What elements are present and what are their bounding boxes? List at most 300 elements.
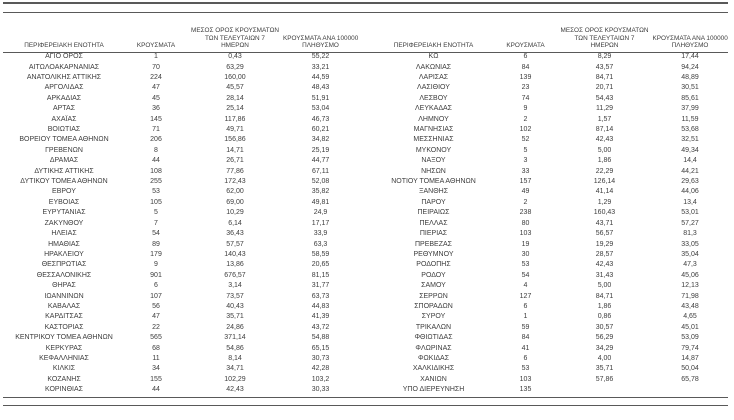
per100k-value: 48,89 bbox=[681, 74, 699, 82]
region-name: ΣΑΜΟΥ bbox=[421, 282, 446, 290]
avg7-value: 5,00 bbox=[597, 146, 612, 154]
region-name: ΜΥΚΟΝΟΥ bbox=[415, 146, 452, 154]
per100k-value: 32,51 bbox=[681, 136, 699, 144]
avg7-value: 11,29 bbox=[596, 105, 613, 113]
cases-value: 2 bbox=[523, 115, 528, 123]
table-row bbox=[373, 83, 729, 93]
avg7-value: 31,43 bbox=[595, 271, 614, 279]
table-row bbox=[373, 343, 729, 353]
cases-value: 4 bbox=[523, 282, 528, 290]
per100k-value: 43,72 bbox=[311, 323, 330, 331]
avg7-value: 30,57 bbox=[595, 323, 614, 331]
cases-value: 45 bbox=[152, 94, 160, 102]
region-name: ΘΕΣΣΑΛΟΝΙΚΗΣ bbox=[36, 271, 92, 279]
per100k-value: 49,34 bbox=[681, 146, 699, 154]
per100k-value: 37,99 bbox=[681, 105, 699, 113]
per100k-value: 12,13 bbox=[681, 282, 699, 290]
cases-value: 206 bbox=[150, 136, 162, 144]
region-name: ΚΩ bbox=[428, 53, 439, 61]
region-name: ΣΕΡΡΩΝ bbox=[419, 292, 448, 300]
per100k-value: 33,05 bbox=[681, 240, 699, 248]
table-row bbox=[3, 83, 359, 93]
per100k-value: 103,2 bbox=[311, 375, 330, 383]
table-row bbox=[3, 208, 359, 218]
table-row bbox=[373, 187, 729, 197]
region-name: ΡΕΘΥΜΝΟΥ bbox=[413, 250, 454, 258]
region-name: ΚΑΡΔΙΤΣΑΣ bbox=[45, 313, 83, 321]
table-row bbox=[373, 219, 729, 229]
table-row bbox=[3, 166, 359, 176]
cases-value: 155 bbox=[150, 375, 162, 383]
header-line: ΜΕΣΟΣ ΟΡΟΣ ΚΡΟΥΣΜΑΤΩΝ bbox=[560, 27, 649, 35]
region-name: ΡΟΔΟΠΗΣ bbox=[416, 261, 451, 269]
avg7-value: 126,14 bbox=[593, 178, 616, 186]
cases-value: 54 bbox=[521, 271, 530, 279]
avg7-value: 140,43 bbox=[224, 250, 246, 258]
per100k-value: 11,59 bbox=[681, 115, 699, 123]
per100k-value: 53,68 bbox=[681, 126, 699, 134]
cases-value: 80 bbox=[521, 219, 530, 227]
per100k-value: 57,27 bbox=[681, 219, 699, 227]
table-row bbox=[373, 156, 729, 166]
avg7-value: 28,57 bbox=[595, 250, 614, 258]
per100k-value: 29,63 bbox=[681, 178, 699, 186]
left-table bbox=[3, 13, 359, 395]
cases-value: 8 bbox=[154, 146, 158, 154]
avg7-value: 13,86 bbox=[226, 261, 244, 269]
per100k-value: 41,39 bbox=[311, 313, 330, 321]
avg7-value: 160,43 bbox=[593, 209, 616, 217]
cases-value: 84 bbox=[521, 63, 530, 71]
region-name: ΛΕΣΒΟΥ bbox=[419, 94, 448, 102]
col-per100k-header bbox=[283, 35, 358, 50]
region-name: ΔΥΤΙΚΗΣ ΑΤΤΙΚΗΣ bbox=[34, 167, 94, 175]
per100k-value: 58,59 bbox=[311, 250, 330, 258]
region-name: ΛΕΥΚΑΔΑΣ bbox=[414, 105, 453, 113]
avg7-value: 45,57 bbox=[226, 84, 244, 92]
per100k-value: 60,21 bbox=[311, 126, 330, 134]
avg7-value: 6,14 bbox=[228, 219, 242, 227]
region-name: ΜΑΓΝΗΣΙΑΣ bbox=[413, 126, 454, 134]
cases-value: 224 bbox=[150, 74, 162, 82]
cases-value: 84 bbox=[521, 334, 530, 342]
table-row bbox=[373, 364, 729, 374]
tables-container bbox=[3, 13, 728, 395]
avg7-value: 156,86 bbox=[224, 136, 246, 144]
avg7-value: 73,57 bbox=[226, 292, 244, 300]
region-name: ΧΑΝΙΩΝ bbox=[420, 375, 447, 383]
table-row bbox=[3, 156, 359, 166]
avg7-value: 42,43 bbox=[595, 136, 614, 144]
table-row bbox=[373, 302, 729, 312]
region-name: ΔΥΤΙΚΟΥ ΤΟΜΕΑ ΑΘΗΝΩΝ bbox=[20, 178, 108, 186]
avg7-value: 62,00 bbox=[226, 188, 244, 196]
per100k-value: 79,74 bbox=[681, 344, 699, 352]
per100k-value: 49,81 bbox=[311, 198, 330, 206]
per100k-value: 51,91 bbox=[311, 94, 330, 102]
region-name: ΦΛΩΡΙΝΑΣ bbox=[415, 344, 452, 352]
region-name: ΚΟΖΑΝΗΣ bbox=[47, 375, 81, 383]
avg7-value: 57,86 bbox=[595, 375, 614, 383]
table-row bbox=[373, 114, 729, 124]
region-name: ΚΕΡΚΥΡΑΣ bbox=[45, 344, 83, 352]
region-name: ΗΛΕΙΑΣ bbox=[51, 230, 77, 238]
region-name: ΦΩΚΙΔΑΣ bbox=[417, 354, 450, 362]
avg7-value: 676,57 bbox=[224, 271, 246, 279]
per100k-value: 25,19 bbox=[311, 146, 330, 154]
bottom-inner-rule bbox=[3, 397, 728, 398]
table-row bbox=[373, 312, 729, 322]
cases-value: 22 bbox=[152, 323, 160, 331]
avg7-value: 43,57 bbox=[595, 63, 614, 71]
table-row bbox=[3, 271, 359, 281]
region-name: ΚΙΛΚΙΣ bbox=[52, 365, 76, 373]
cases-value: 103 bbox=[519, 230, 532, 238]
right-table-body bbox=[373, 52, 729, 395]
avg7-value: 36,43 bbox=[226, 230, 244, 238]
avg7-value: 20,71 bbox=[595, 84, 614, 92]
avg7-value: 371,14 bbox=[224, 334, 246, 342]
avg7-value: 34,71 bbox=[226, 365, 244, 373]
region-name: ΓΡΕΒΕΝΩΝ bbox=[45, 146, 83, 154]
avg7-value: 8,14 bbox=[228, 354, 242, 362]
table-row bbox=[3, 104, 359, 114]
per100k-value: 14,4 bbox=[683, 157, 697, 165]
cases-value: 135 bbox=[519, 386, 532, 394]
cases-value: 56 bbox=[152, 302, 160, 310]
table-row bbox=[3, 239, 359, 249]
table-row bbox=[3, 114, 359, 124]
per100k-value: 17,44 bbox=[681, 53, 699, 61]
table-row bbox=[373, 208, 729, 218]
avg7-value: 1,86 bbox=[597, 157, 612, 165]
region-name: ΣΠΟΡΑΔΩΝ bbox=[414, 302, 453, 310]
cases-value: 901 bbox=[150, 271, 162, 279]
col-avg7-header bbox=[187, 27, 283, 50]
cases-value: 105 bbox=[150, 198, 162, 206]
region-name: ΛΑΣΙΘΙΟΥ bbox=[417, 84, 450, 92]
avg7-value: 160,00 bbox=[224, 74, 246, 82]
avg7-value: 102,29 bbox=[224, 375, 246, 383]
cases-value: 255 bbox=[150, 178, 162, 186]
region-name: ΙΩΑΝΝΙΝΩΝ bbox=[44, 292, 84, 300]
avg7-value: 41,14 bbox=[595, 188, 614, 196]
cases-value: 30 bbox=[521, 250, 530, 258]
per100k-value: 63,73 bbox=[311, 292, 330, 300]
cases-value: 179 bbox=[150, 250, 162, 258]
avg7-value: 54,86 bbox=[226, 344, 244, 352]
region-name: ΑΡΤΑΣ bbox=[52, 105, 76, 113]
cases-value: 7 bbox=[154, 219, 158, 227]
region-name: ΑΙΤΩΛΟΑΚΑΡΝΑΝΙΑΣ bbox=[28, 63, 100, 71]
region-name: ΛΗΜΝΟΥ bbox=[418, 115, 449, 123]
region-name: ΜΕΣΣΗΝΙΑΣ bbox=[413, 136, 454, 144]
avg7-value: 57,57 bbox=[226, 240, 244, 248]
region-name: ΡΟΔΟΥ bbox=[421, 271, 446, 279]
cases-value: 6 bbox=[523, 302, 528, 310]
per100k-value: 94,24 bbox=[681, 63, 699, 71]
table-row bbox=[373, 375, 729, 385]
region-name: ΚΟΡΙΝΘΙΑΣ bbox=[45, 386, 83, 394]
per100k-value: 30,51 bbox=[681, 84, 699, 92]
per100k-value: 47,3 bbox=[683, 261, 697, 269]
table-row bbox=[373, 198, 729, 208]
col-avg7-header bbox=[557, 27, 653, 50]
cases-value: 9 bbox=[523, 105, 528, 113]
table-row bbox=[3, 52, 359, 62]
cases-value: 139 bbox=[519, 74, 532, 82]
avg7-value: 56,29 bbox=[595, 334, 614, 342]
region-name: ΥΠΟ ΔΙΕΡΕΥΝΗΣΗ bbox=[402, 386, 465, 394]
col-cases-header: ΚΡΟΥΣΜΑΤΑ bbox=[136, 42, 176, 50]
region-name: ΑΧΑΪΑΣ bbox=[51, 115, 77, 123]
region-name: ΔΡΑΜΑΣ bbox=[49, 157, 79, 165]
per100k-value: 33,9 bbox=[313, 230, 328, 238]
table-row bbox=[373, 271, 729, 281]
region-name: ΛΑΚΩΝΙΑΣ bbox=[415, 63, 452, 71]
per100k-value: 44,21 bbox=[681, 167, 699, 175]
cases-value: 74 bbox=[521, 94, 530, 102]
table-row bbox=[3, 281, 359, 291]
per100k-value: 31,77 bbox=[311, 282, 330, 290]
cases-value: 47 bbox=[152, 313, 160, 321]
table-row bbox=[373, 166, 729, 176]
per100k-value: 85,61 bbox=[681, 94, 699, 102]
region-name: ΕΥΡΥΤΑΝΙΑΣ bbox=[42, 209, 86, 217]
cases-value: 1 bbox=[523, 313, 528, 321]
header-line: ΠΛΗΘΥΣΜΟ bbox=[302, 42, 339, 50]
cases-value: 108 bbox=[150, 167, 162, 175]
region-name: ΠΕΙΡΑΙΩΣ bbox=[417, 209, 450, 217]
avg7-value: 69,00 bbox=[226, 198, 244, 206]
cases-value: 44 bbox=[152, 386, 160, 394]
avg7-value: 43,71 bbox=[595, 219, 614, 227]
region-name: ΠΑΡΟΥ bbox=[421, 198, 446, 206]
per100k-value: 35,82 bbox=[311, 188, 330, 196]
cases-value: 49 bbox=[521, 188, 530, 196]
per100k-value: 33,21 bbox=[311, 63, 330, 71]
per100k-value: 45,06 bbox=[681, 271, 699, 279]
table-row bbox=[373, 354, 729, 364]
avg7-value: 1,29 bbox=[597, 198, 612, 206]
region-name: ΠΡΕΒΕΖΑΣ bbox=[414, 240, 452, 248]
region-name: ΛΑΡΙΣΑΣ bbox=[418, 74, 449, 82]
cases-value: 127 bbox=[519, 292, 532, 300]
avg7-value: 84,71 bbox=[595, 74, 614, 82]
avg7-value: 35,71 bbox=[226, 313, 244, 321]
col-per100k-header bbox=[653, 35, 728, 50]
region-name: ΤΡΙΚΑΛΩΝ bbox=[415, 323, 452, 331]
avg7-value: 40,43 bbox=[226, 302, 244, 310]
cases-value: 70 bbox=[152, 63, 160, 71]
region-name: ΑΓΙΟ ΟΡΟΣ bbox=[45, 53, 83, 61]
per100k-value: 67,11 bbox=[312, 167, 329, 175]
table-row bbox=[3, 333, 359, 343]
region-name: ΘΕΣΠΡΩΤΙΑΣ bbox=[41, 261, 87, 269]
region-name: ΑΡΓΟΛΙΔΑΣ bbox=[44, 84, 84, 92]
avg7-value: 1,86 bbox=[597, 302, 612, 310]
cases-value: 47 bbox=[152, 84, 160, 92]
table-row bbox=[3, 250, 359, 260]
avg7-value: 5,00 bbox=[597, 282, 612, 290]
table-row bbox=[373, 146, 729, 156]
right-table bbox=[373, 13, 729, 395]
table-row bbox=[3, 146, 359, 156]
header-line: ΤΩΝ ΤΕΛΕΥΤΑΙΩΝ 7 bbox=[574, 34, 635, 42]
table-row bbox=[373, 239, 729, 249]
per100k-value: 53,04 bbox=[311, 105, 330, 113]
avg7-value: 49,71 bbox=[226, 126, 244, 134]
per100k-value: 43,48 bbox=[681, 302, 699, 310]
cases-value: 53 bbox=[521, 261, 530, 269]
cases-value: 103 bbox=[519, 375, 532, 383]
region-name: ΝΗΣΩΝ bbox=[421, 167, 446, 175]
table-row bbox=[3, 323, 359, 333]
table-row bbox=[3, 177, 359, 187]
cases-value: 59 bbox=[521, 323, 530, 331]
region-name: ΕΒΡΟΥ bbox=[52, 188, 76, 196]
cases-value: 102 bbox=[519, 126, 532, 134]
cases-value: 34 bbox=[152, 365, 160, 373]
left-table-body bbox=[3, 52, 359, 395]
header-line: ΗΜΕΡΩΝ bbox=[590, 42, 619, 50]
avg7-value: 4,00 bbox=[597, 354, 612, 362]
per100k-value: 48,43 bbox=[311, 84, 330, 92]
avg7-value: 54,43 bbox=[595, 94, 614, 102]
table-row bbox=[3, 375, 359, 385]
cases-value: 107 bbox=[150, 292, 162, 300]
cases-value: 5 bbox=[523, 146, 528, 154]
per100k-value: 30,33 bbox=[311, 386, 330, 394]
table-row bbox=[373, 104, 729, 114]
per100k-value: 46,73 bbox=[311, 115, 330, 123]
table-row bbox=[3, 302, 359, 312]
cases-value: 238 bbox=[519, 209, 532, 217]
avg7-value: 14,71 bbox=[226, 146, 244, 154]
cases-value: 6 bbox=[154, 282, 158, 290]
table-row bbox=[373, 333, 729, 343]
avg7-value: 84,71 bbox=[595, 292, 614, 300]
avg7-value: 87,14 bbox=[595, 126, 614, 134]
per100k-value: 55,22 bbox=[311, 53, 330, 61]
table-row bbox=[3, 385, 359, 395]
table-row bbox=[3, 198, 359, 208]
per100k-value: 81,15 bbox=[311, 271, 330, 279]
table-row bbox=[3, 229, 359, 239]
table-row bbox=[373, 135, 729, 145]
table-row bbox=[373, 250, 729, 260]
header-line: ΚΡΟΥΣΜΑΤΑ ΑΝΑ 100000 bbox=[283, 34, 359, 42]
per100k-value: 30,73 bbox=[311, 354, 330, 362]
per100k-value: 50,04 bbox=[681, 365, 699, 373]
per100k-value: 45,01 bbox=[681, 323, 699, 331]
cases-value: 9 bbox=[154, 261, 158, 269]
cases-value: 1 bbox=[154, 53, 158, 61]
table-row bbox=[373, 291, 729, 301]
table-row bbox=[3, 354, 359, 364]
cases-value: 157 bbox=[519, 178, 532, 186]
cases-value: 3 bbox=[523, 157, 528, 165]
avg7-value: 28,14 bbox=[226, 94, 244, 102]
per100k-value: 4,65 bbox=[683, 313, 697, 321]
cases-value: 5 bbox=[154, 209, 158, 217]
cases-value: 11 bbox=[152, 354, 160, 362]
table-row bbox=[3, 62, 359, 72]
region-name: ΝΑΞΟΥ bbox=[421, 157, 446, 165]
table-row bbox=[3, 125, 359, 135]
per100k-value: 13,4 bbox=[683, 198, 697, 206]
cases-value: 6 bbox=[523, 53, 528, 61]
region-name: ΒΟΙΩΤΙΑΣ bbox=[47, 126, 81, 134]
table-row bbox=[373, 52, 729, 62]
table-row bbox=[373, 385, 729, 395]
per100k-value: 54,88 bbox=[311, 334, 330, 342]
avg7-value: 0,86 bbox=[597, 313, 612, 321]
avg7-value: 172,43 bbox=[224, 178, 246, 186]
avg7-value: 0,43 bbox=[228, 53, 242, 61]
per100k-value: 17,17 bbox=[311, 219, 330, 227]
top-outer-rule bbox=[3, 2, 728, 4]
avg7-value: 22,29 bbox=[595, 167, 614, 175]
table-row bbox=[373, 177, 729, 187]
cases-value: 565 bbox=[150, 334, 162, 342]
table-header bbox=[373, 13, 729, 52]
cases-value: 19 bbox=[521, 240, 530, 248]
region-name: ΚΑΒΑΛΑΣ bbox=[47, 302, 81, 310]
col-cases-header: ΚΡΟΥΣΜΑΤΑ bbox=[506, 42, 545, 50]
cases-value: 52 bbox=[521, 136, 530, 144]
per100k-value: 20,65 bbox=[311, 261, 330, 269]
per100k-value: 44,06 bbox=[681, 188, 699, 196]
per100k-value: 44,59 bbox=[311, 74, 330, 82]
header-line: ΤΩΝ ΤΕΛΕΥΤΑΙΩΝ 7 bbox=[205, 34, 265, 42]
cases-value: 89 bbox=[152, 240, 160, 248]
region-name: ΗΜΑΘΙΑΣ bbox=[48, 240, 80, 248]
avg7-value: 8,29 bbox=[597, 53, 612, 61]
avg7-value: 19,29 bbox=[595, 240, 614, 248]
per100k-value: 34,82 bbox=[311, 136, 330, 144]
region-name: ΗΡΑΚΛΕΙΟΥ bbox=[44, 250, 84, 258]
header-line: ΗΜΕΡΩΝ bbox=[221, 42, 249, 50]
avg7-value: 63,29 bbox=[226, 63, 244, 71]
per100k-value: 71,98 bbox=[681, 292, 699, 300]
avg7-value: 25,14 bbox=[226, 105, 244, 113]
cases-value: 54 bbox=[152, 230, 160, 238]
region-name: ΚΕΦΑΛΛΗΝΙΑΣ bbox=[39, 354, 89, 362]
avg7-value: 56,57 bbox=[595, 230, 614, 238]
per100k-value: 63,3 bbox=[313, 240, 328, 248]
region-name: ΒΟΡΕΙΟΥ ΤΟΜΕΑ ΑΘΗΝΩΝ bbox=[19, 136, 109, 144]
region-name: ΠΕΛΛΑΣ bbox=[419, 219, 448, 227]
header-line: ΚΡΟΥΣΜΑΤΑ ΑΝΑ 100000 bbox=[652, 34, 728, 42]
table-row bbox=[373, 281, 729, 291]
per100k-value: 44,77 bbox=[311, 157, 330, 165]
avg7-value: 24,86 bbox=[226, 323, 244, 331]
table-row bbox=[3, 135, 359, 145]
avg7-value: 10,29 bbox=[226, 209, 244, 217]
table-row bbox=[3, 187, 359, 197]
table-row bbox=[373, 73, 729, 83]
avg7-value: 117,86 bbox=[224, 115, 246, 123]
table-row bbox=[373, 94, 729, 104]
bottom-outer-rule bbox=[3, 405, 728, 406]
cases-value: 36 bbox=[152, 105, 160, 113]
avg7-value: 42,43 bbox=[226, 386, 244, 394]
per100k-value: 24,9 bbox=[313, 209, 328, 217]
table-row bbox=[3, 312, 359, 322]
cases-value: 145 bbox=[150, 115, 162, 123]
region-name: ΞΑΝΘΗΣ bbox=[418, 188, 449, 196]
